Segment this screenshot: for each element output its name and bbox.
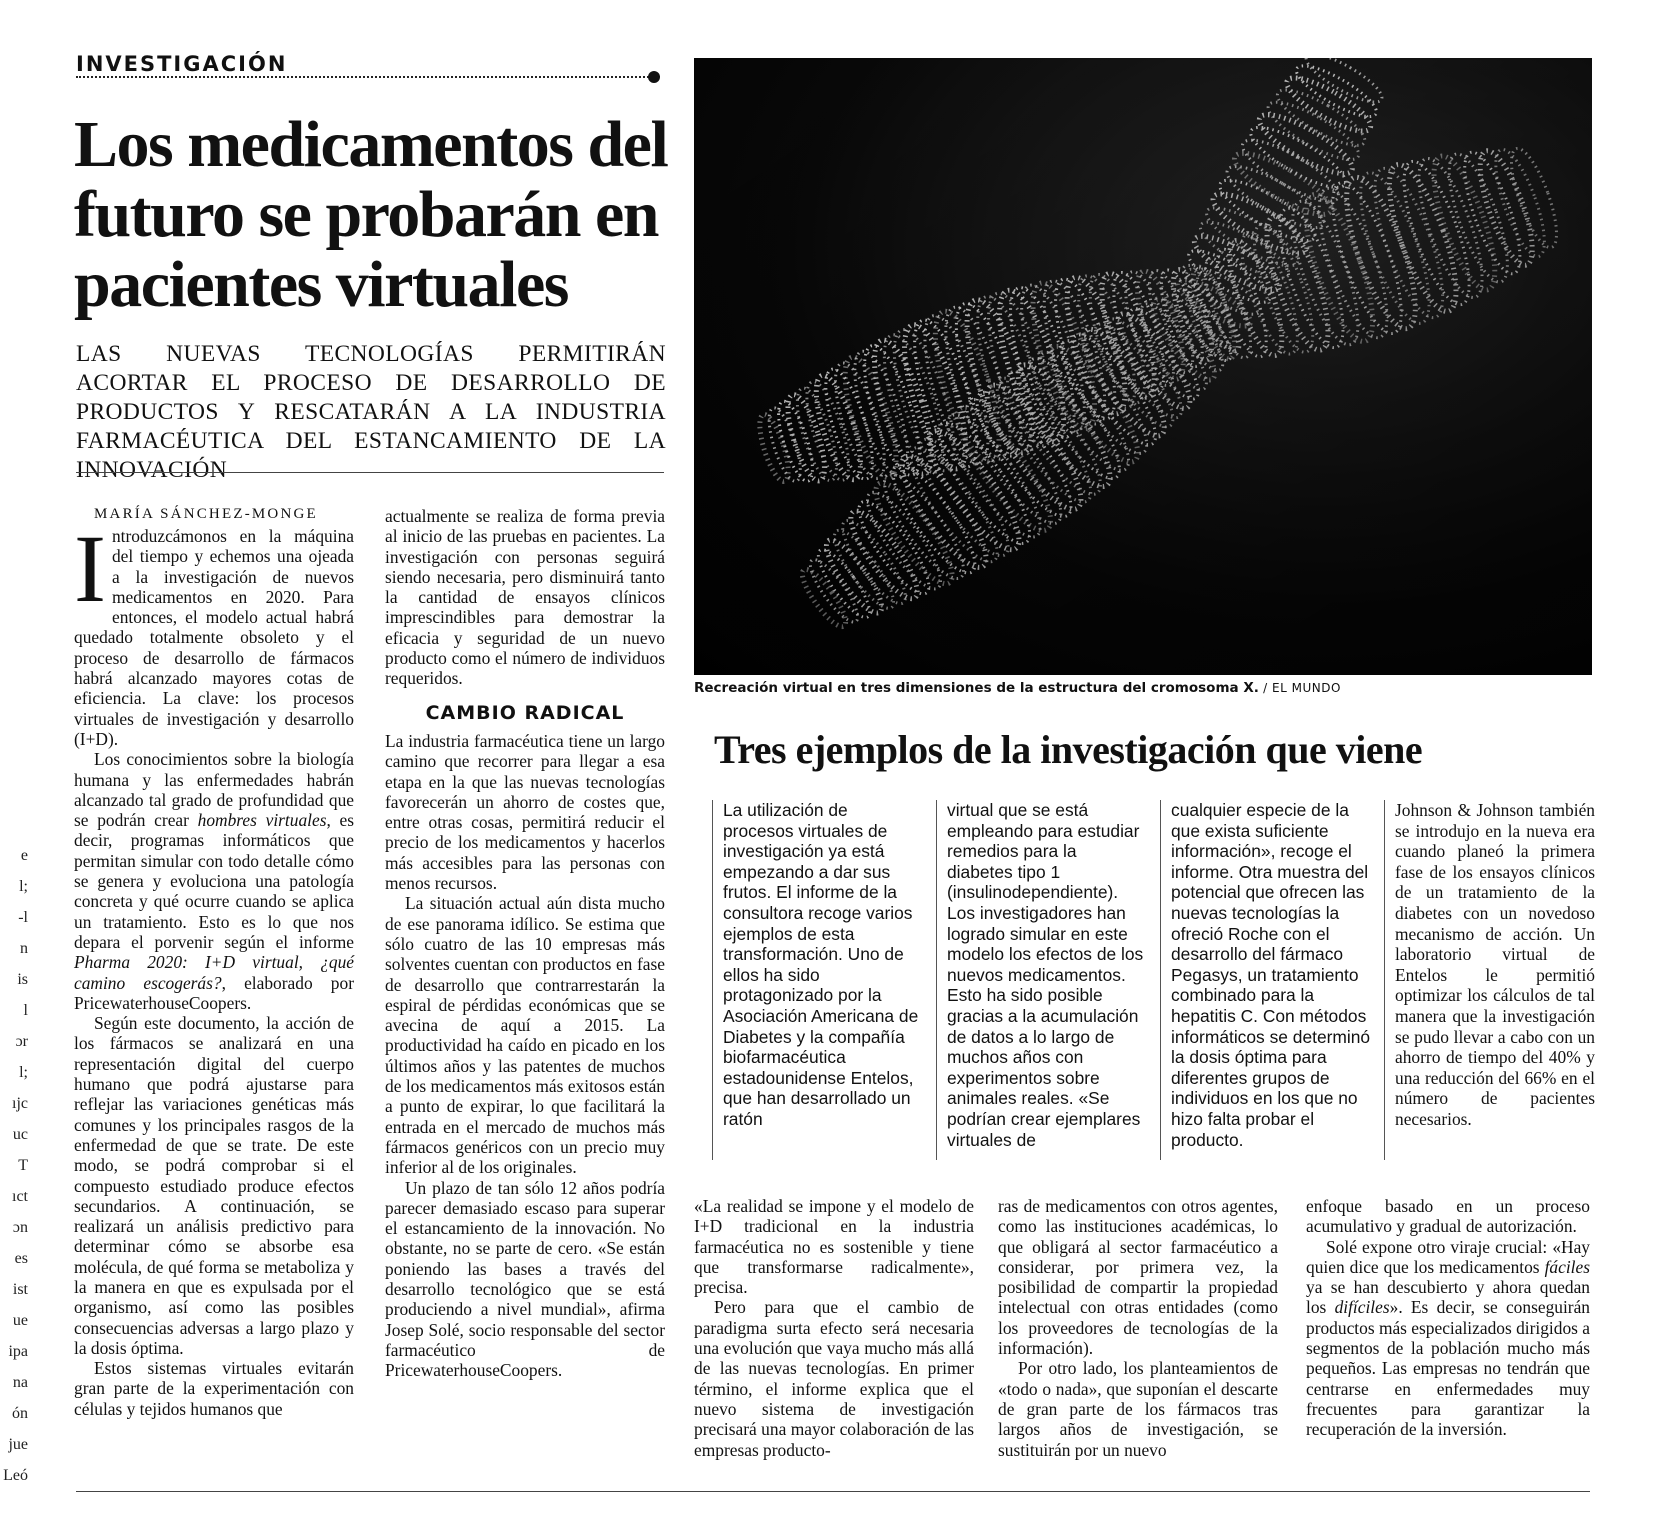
edge-fragment: -l bbox=[18, 909, 28, 926]
article-paragraph: La industria farmacéutica tiene un largo camino que recorrer para llegar a esa etapa en la que las nuevas tecnologías favorecerán un ahorro de costes que, entre otras cosas, permitirá reducir el precio de los medicamentos y hacerlos más accesibles para las personas con menos recursos. bbox=[385, 730, 665, 894]
headline: Los medicamentos del futuro se probarán en pacientes virtuales bbox=[74, 108, 668, 321]
edge-fragment: uc bbox=[12, 1126, 28, 1143]
dek: LAS NUEVAS TECNOLOGÍAS PERMITIRÁN ACORTAR EL PROCESO DE DESARROLLO DE PRODUCTOS Y RESCATARÁN A LA INDUSTRIA FARMACÉUTICA DEL ESTANCAMIENTO DE LA INNOVACIÓN bbox=[76, 341, 666, 483]
edge-fragment: ɔr bbox=[15, 1033, 28, 1050]
dek-rule bbox=[76, 472, 664, 473]
edge-fragment: Leó bbox=[3, 1467, 28, 1484]
sidebar-text: cualquier especie de la que exista suficiente información», recoge el informe. Otra muestra del potencial que ofrecen las nuevas tecnologías la ofreció Roche con el desarrollo del fármaco Pegasys, un tratamiento combinado para la hepatitis C. Con métodos informáticos se determinó la dosis óptima para diferentes grupos de individuos en los que no hizo falta probar el producto. bbox=[1171, 800, 1371, 1150]
sidebar-column-2 bbox=[936, 800, 1147, 1160]
sidebar-text: Johnson & Johnson también se introdujo en la nueva era cuando planeó la primera fase de los ensayos clínicos de un tratamiento de la diabetes con un novedoso mecanismo de acción. Un laboratorio virtual de Entelos le permitió optimizar los cálculos de tal manera que la investigación se pudo llevar a cabo con un ahorro de tiempo del 40% y una reducción del 66% en el número de pacientes necesarios. bbox=[1395, 800, 1595, 1129]
article-paragraph bbox=[74, 749, 354, 1013]
edge-fragment: ɔn bbox=[12, 1219, 28, 1236]
edge-fragment: jue bbox=[8, 1436, 28, 1453]
photo-shading bbox=[694, 58, 1592, 675]
edge-fragment: ıct bbox=[12, 1188, 28, 1205]
edge-fragment: n bbox=[20, 940, 28, 957]
report-title: Pharma 2020: I+D virtual, ¿qué camino escogerás? bbox=[74, 952, 354, 993]
article-paragraph: «La realidad se impone y el modelo de I+D tradicional en la industria farmacéutica no es sostenible y tiene que transformarse radicalmente», precisa. bbox=[694, 1196, 974, 1298]
paragraph-text: ntroduzcámonos en la máquina del tiempo y echemos una ojeada a la investigación de nuevos medicamentos en 2020. Para entonces, el modelo actual habrá quedado totalmente obsoleto y el proceso de desarrollo de fármacos habrá alcanzado mayores cotas de eficiencia. La clave: los procesos virtuales de investigación y desarrollo (I+D). bbox=[74, 526, 354, 749]
italic-term: fáciles bbox=[1544, 1256, 1590, 1277]
paragraph-text: Solé expone otro viraje crucial: «Hay quien dice que los medicamentos bbox=[1306, 1236, 1590, 1277]
article-column-3 bbox=[694, 1196, 974, 1460]
article-paragraph bbox=[74, 515, 354, 749]
sidebar-column-3 bbox=[1160, 800, 1371, 1160]
section-dot bbox=[648, 71, 660, 83]
sidebar-column-1 bbox=[712, 800, 923, 1160]
article-paragraph: enfoque basado en un proceso acumulativo y gradual de autorización. bbox=[1306, 1196, 1590, 1237]
article-paragraph bbox=[1306, 1237, 1590, 1440]
article-column-1 bbox=[74, 515, 355, 1419]
paragraph-text: Los conocimientos sobre la biología humana y las enfermedades habrán alcanzado tal grado de profundidad que se podrán crear bbox=[74, 749, 354, 831]
article-paragraph: Según este documento, la acción de los fármacos se analizará en una representación digital del cuerpo humano que podrá ajustarse para reflejar las variaciones genéticas más comunes y los principales rasgos de la enfermedad de que se trate. De este modo, se podrá comprobar si el compuesto estudiado produce efectos secundarios. A continuación, se realizará un análisis predictivo para determinar cómo se absorbe esa molécula, de qué forma se metaboliza y la manera en que es expulsada por el organismo, así como las posibles consecuencias adversas a largo plazo y la dosis óptima. bbox=[74, 1013, 354, 1358]
sidebar-text: La utilización de procesos virtuales de investigación ya está empezando a dar sus frutos. El informe de la consultora recoge varios ejemplos de esta transformación. Uno de ellos ha sido protagonizado por la Asociación Americana de Diabetes y la compañía biofarmacéutica estadounidense Entelos, que han desarrollado un ratón bbox=[723, 800, 919, 1129]
article-paragraph: ras de medicamentos con otros agentes, como las instituciones académicas, lo que obligará al sector farmacéutico a considerar, por primera vez, la posibilidad de compartir la propiedad intelectual con otras entidades (como los proveedores de tecnologías de la información). bbox=[998, 1196, 1278, 1359]
article-column-5 bbox=[1306, 1196, 1590, 1440]
chromosome-illustration bbox=[694, 58, 1592, 675]
article-paragraph: Un plazo de tan sólo 12 años podría parecer demasiado escaso para superar el estancamiento de la innovación. No obstante, no se parte de cero. «Se están poniendo las bases a través del desarrollo tecnológico que se está produciendo a nivel mundial», afirma Josep Solé, socio responsable del sector farmacéutico de PricewaterhouseCoopers. bbox=[385, 1177, 665, 1381]
section-rule bbox=[76, 76, 652, 78]
article-paragraph: Por otro lado, los planteamientos de «todo o nada», que suponían el descarte de gran parte de los fármacos tras largos años de investigación, se sustituirán por un nuevo bbox=[998, 1358, 1278, 1460]
edge-fragment: l; bbox=[19, 1064, 28, 1081]
edge-fragment: ipa bbox=[8, 1343, 28, 1360]
section-label: INVESTIGACIÓN bbox=[76, 52, 288, 76]
article-column-2 bbox=[385, 506, 665, 1380]
edge-fragment: ist bbox=[12, 1281, 28, 1298]
adjacent-page-fragments bbox=[0, 840, 28, 1491]
caption-text: Recreación virtual en tres dimensiones de la estructura del cromosoma X. bbox=[694, 680, 1259, 696]
byline: MARÍA SÁNCHEZ-MONGE bbox=[94, 506, 318, 522]
edge-fragment: is bbox=[17, 971, 28, 988]
paragraph-text: , elaborado por PricewaterhouseCoopers. bbox=[74, 972, 354, 1013]
bottom-rule bbox=[76, 1491, 1590, 1492]
paragraph-text: ya se han descubierto y ahora quedan los bbox=[1306, 1277, 1590, 1318]
edge-fragment: l; bbox=[19, 878, 28, 895]
paragraph-text: ». Es decir, se conseguirán productos más especializados dirigidos a segmentos de la población mucho más pequeños. Las empresas no tendrán que centrarse en enfermedades muy frecuentes para garantizar la recuperación de la inversión. bbox=[1306, 1297, 1590, 1440]
chromosome-photo bbox=[694, 58, 1592, 675]
drop-cap: I bbox=[74, 515, 106, 622]
sidebar-text: virtual que se está empleando para estudiar remedios para la diabetes tipo 1 (insulinodependiente). Los investigadores han logrado simular en este modelo los efectos de los nuevos medicamentos. Esto ha sido posible gracias a la acumulación de datos a lo largo de muchos años con experimentos sobre animales reales. «Se podrían crear ejemplares virtuales de bbox=[947, 800, 1144, 1150]
photo-caption bbox=[694, 680, 1341, 696]
edge-fragment: ıjc bbox=[12, 1095, 28, 1112]
article-paragraph: actualmente se realiza de forma previa al inicio de las pruebas en pacientes. La investigación con personas seguirá siendo necesaria, pero disminuirá tanto la cantidad de ensayos clínicos imprescindibles para demostrar la eficacia y seguridad de un nuevo producto como el número de individuos requeridos. bbox=[385, 506, 665, 689]
subhead: CAMBIO RADICAL bbox=[425, 701, 625, 724]
sidebar-column-4 bbox=[1384, 800, 1595, 1160]
italic-term: hombres virtuales bbox=[197, 810, 327, 831]
article-paragraph: Pero para que el cambio de paradigma surta efecto será necesaria una evolución que vaya mucho más allá de las nuevas tecnologías. En primer término, el informe explica que el nuevo sistema de investigación precisará una mayor colaboración de las empresas producto- bbox=[694, 1297, 974, 1460]
edge-fragment: e bbox=[20, 847, 28, 864]
article-paragraph: La situación actual aún dista mucho de ese panorama idílico. Se estima que sólo cuatro de las 10 empresas más solventes cuentan con productos en fase de desarrollo que contrarrestarán la espiral de pérdidas económicas que se avecina de aquí a 2015. La productividad ha caído en picado en los últimos años y las patentes de muchos de los medicamentos más exitosos están a punto de expirar, lo que facilitará la entrada en el mercado de muchos más fármacos genéricos con un precio muy inferior al de los originales. bbox=[385, 893, 665, 1178]
sidebar-title: Tres ejemplos de la investigación que viene bbox=[714, 727, 1423, 772]
photo-credit: / EL MUNDO bbox=[1263, 681, 1341, 695]
edge-fragment: ue bbox=[12, 1312, 28, 1329]
edge-fragment: l bbox=[23, 1002, 28, 1019]
edge-fragment: T bbox=[18, 1157, 28, 1174]
paragraph-text: , es decir, programas informáticos que permitan simular con todo detalle cómo se genera y evoluciona una patología concreta y qué ocurre cuando se aplica un tratamiento. Esto es lo que nos depara el porvenir según el informe bbox=[74, 810, 355, 952]
edge-fragment: na bbox=[12, 1374, 28, 1391]
edge-fragment: es bbox=[14, 1250, 28, 1267]
article-column-4 bbox=[998, 1196, 1278, 1460]
article-paragraph: Estos sistemas virtuales evitarán gran parte de la experimentación con células y tejidos humanos que bbox=[74, 1358, 354, 1419]
edge-fragment: ón bbox=[12, 1405, 28, 1422]
italic-term: difíciles bbox=[1334, 1297, 1390, 1318]
